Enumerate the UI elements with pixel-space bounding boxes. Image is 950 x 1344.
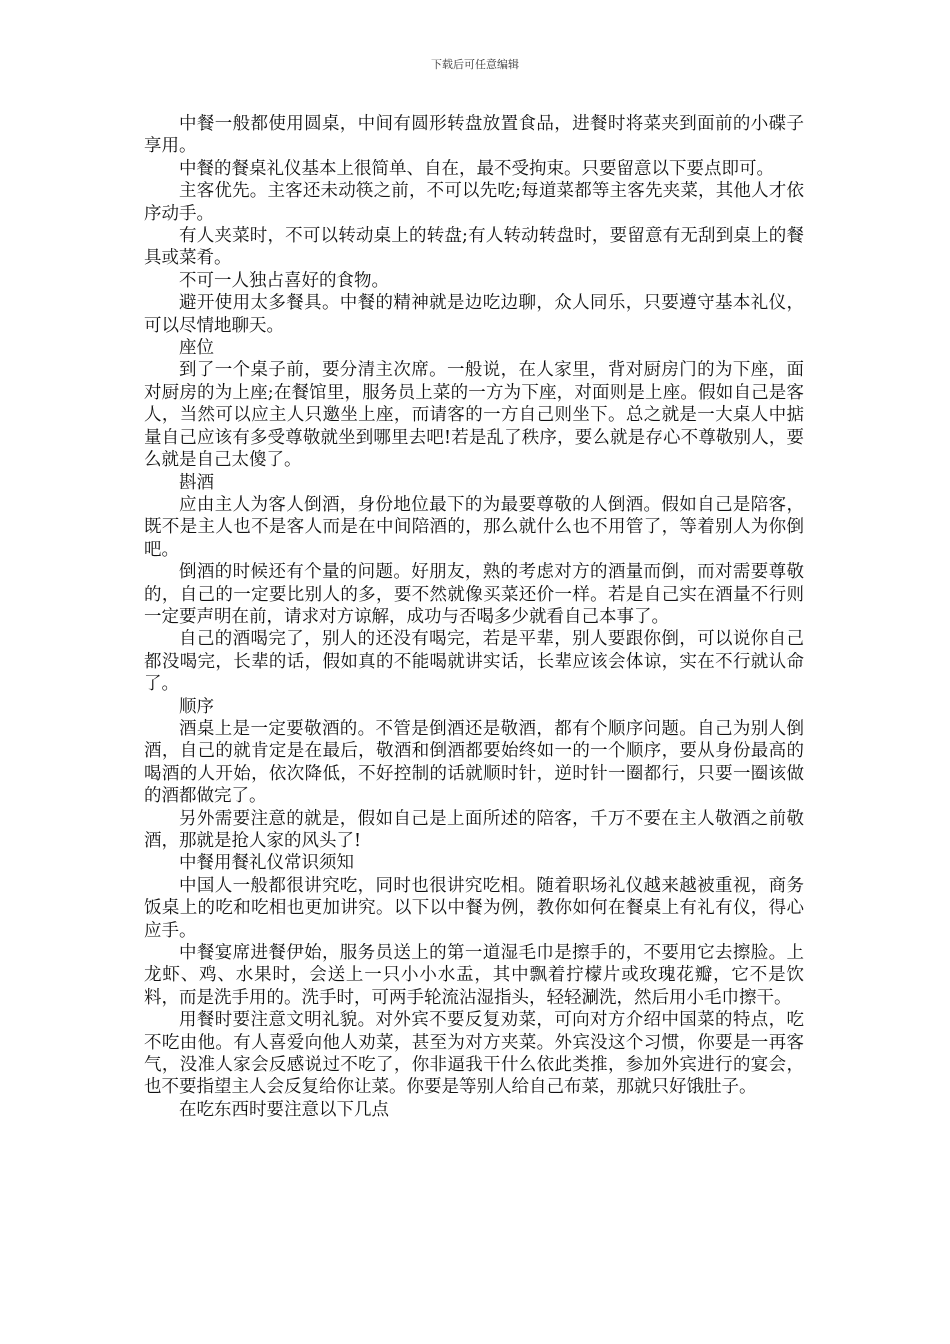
paragraph: 不可一人独占喜好的食物。 xyxy=(179,270,389,291)
paragraph: 到了一个桌子前，要分清主次席。一般说，在人家里，背对厨房门的为下座，面对厨房的为上座;在餐馆里，服务员上菜的一方为下座，对面则是上座。假如自己是客人，当然可以应主人只邀坐上座，而请客的一方自己则坐下。总之就是一大桌人中掂量自己应该有多受尊敬就坐到哪里去吧!若是乱了秩序，要么就是存心不尊敬别人，要么就是自己太傻了。 xyxy=(144,360,804,471)
paragraph: 避开使用太多餐具。中餐的精神就是边吃边聊，众人同乐，只要遵守基本礼仪，可以尽情地聊天。 xyxy=(144,293,804,336)
document-body xyxy=(144,113,804,1121)
paragraph: 自己的酒喝完了，别人的还没有喝完，若是平辈，别人要跟你倒，可以说你自己都没喝完，长辈的话，假如真的不能喝就讲实话，长辈应该会体谅，实在不行就认命了。 xyxy=(144,629,804,695)
paragraph: 用餐时要注意文明礼貌。对外宾不要反复劝菜，可向对方介绍中国菜的特点，吃不吃由他。有人喜爱向他人劝菜，甚至为对方夹菜。外宾没这个习惯，你要是一再客气，没准人家会反感说过不吃了，你非逼我干什么依此类推，参加外宾进行的宴会，也不要指望主人会反复给你让菜。你要是等别人给自己布菜，那就只好饿肚子。 xyxy=(144,1010,804,1098)
paragraph: 有人夹菜时，不可以转动桌上的转盘;有人转动转盘时，要留意有无刮到桌上的餐具或菜肴。 xyxy=(144,226,804,269)
paragraph: 中餐宴席进餐伊始，服务员送上的第一道湿毛巾是擦手的，不要用它去擦脸。上龙虾、鸡、水果时，会送上一只小小水盂，其中飘着拧檬片或玫瑰花瓣，它不是饮料，而是洗手用的。洗手时，可两手轮流沾湿指头，轻轻涮洗，然后用小毛巾擦干。 xyxy=(144,943,804,1008)
section-heading: 顺序 xyxy=(179,696,214,717)
paragraph: 另外需要注意的就是，假如自己是上面所述的陪客，千万不要在主人敬酒之前敬酒，那就是抢人家的风头了! xyxy=(144,808,804,851)
paragraph: 酒桌上是一定要敬酒的。不管是倒酒还是敬酒，都有个顺序问题。自己为别人倒酒，自己的就肯定是在最后，敬酒和倒酒都要始终如一的一个顺序，要从身份最高的喝酒的人开始，依次降低，不好控制的话就顺时针，逆时针一圈都行，只要一圈该做的酒都做完了。 xyxy=(144,718,804,807)
paragraph: 在吃东西时要注意以下几点 xyxy=(179,1099,389,1120)
section-heading: 斟酒 xyxy=(179,472,214,493)
section-heading: 中餐用餐礼仪常识须知 xyxy=(179,853,354,874)
paragraph: 主客优先。主客还未动筷之前，不可以先吃;每道菜都等主客先夹菜，其他人才依序动手。 xyxy=(144,181,804,224)
paragraph: 中国人一般都很讲究吃，同时也很讲究吃相。随着职场礼仪越来越被重视，商务饭桌上的吃和吃相也更加讲究。以下以中餐为例，教你如何在餐桌上有礼有仪，得心应手。 xyxy=(144,875,804,941)
page-header: 下载后可任意编辑 xyxy=(431,58,519,71)
paragraph: 倒酒的时候还有个量的问题。好朋友，熟的考虑对方的酒量而倒，而对需要尊敬的，自己的一定要比别人的多，要不然就像买菜还价一样。若是自己实在酒量不行则一定要声明在前，请求对方谅解，成功与否喝多少就看自己本事了。 xyxy=(144,562,804,627)
paragraph: 中餐的餐桌礼仪基本上很简单、自在，最不受拘束。只要留意以下要点即可。 xyxy=(179,158,774,179)
paragraph: 应由主人为客人倒酒，身份地位最下的为最要尊敬的人倒酒。假如自己是陪客，既不是主人也不是客人而是在中间陪酒的，那么就什么也不用管了，等着别人为你倒吧。 xyxy=(144,494,804,560)
section-heading: 座位 xyxy=(179,338,214,359)
paragraph: 中餐一般都使用圆桌，中间有圆形转盘放置食品，进餐时将菜夹到面前的小碟子享用。 xyxy=(144,114,804,157)
